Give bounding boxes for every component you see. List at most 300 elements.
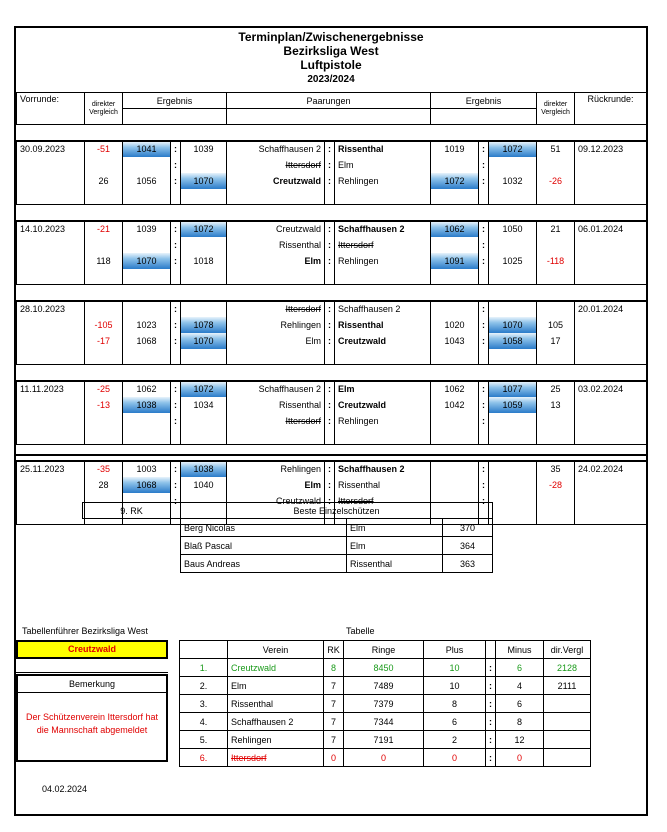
direct-compare-right xyxy=(537,237,575,253)
blank xyxy=(489,509,537,525)
shooter-club: Rissenthal xyxy=(347,555,443,573)
return-score-colon: : xyxy=(479,221,489,237)
leader-team: Creutzwald xyxy=(16,640,168,659)
round-date-right: 03.02.2024 xyxy=(575,381,647,397)
score-colon: : xyxy=(171,157,181,173)
score-home: 1023 xyxy=(123,317,171,333)
standings-header-plus: Plus xyxy=(424,641,486,659)
score-away: 1038 xyxy=(181,461,227,477)
blank xyxy=(537,189,575,205)
date-blank xyxy=(575,509,647,525)
direct-compare-left: -105 xyxy=(85,317,123,333)
date-blank xyxy=(575,189,647,205)
match-row xyxy=(17,189,647,205)
match-row xyxy=(17,301,647,317)
return-score-colon: : xyxy=(479,317,489,333)
blank xyxy=(181,189,227,205)
score-home xyxy=(123,237,171,253)
pair-colon: : xyxy=(325,397,335,413)
score-colon: : xyxy=(171,333,181,349)
blank xyxy=(431,189,479,205)
standings-header-verein: Verein xyxy=(228,641,324,659)
match-row xyxy=(17,221,647,237)
round-date-left: 14.10.2023 xyxy=(17,221,85,237)
team-home: Creutzwald xyxy=(227,173,325,189)
return-score-home xyxy=(431,157,479,173)
direct-compare-left: -35 xyxy=(85,461,123,477)
score-home: 1038 xyxy=(123,397,171,413)
direct-compare-left: -51 xyxy=(85,141,123,157)
doc-title: Terminplan/Zwischenergebnisse xyxy=(238,30,424,44)
return-score-away: 1058 xyxy=(489,333,537,349)
best-shooters-title: Beste Einzelschützen xyxy=(181,503,493,519)
return-score-home: 1062 xyxy=(431,381,479,397)
date-blank xyxy=(575,429,647,445)
score-home xyxy=(123,157,171,173)
return-score-colon: : xyxy=(479,237,489,253)
direct-compare-right: -118 xyxy=(537,253,575,269)
shooter-blank xyxy=(83,555,181,573)
standings-header-minus: Minus xyxy=(496,641,544,659)
blank xyxy=(479,189,489,205)
score-away xyxy=(181,237,227,253)
team-away: Rissenthal xyxy=(335,141,431,157)
return-score-colon: : xyxy=(479,333,489,349)
standings-ringe: 7379 xyxy=(344,695,424,713)
team-home: Ittersdorf xyxy=(227,157,325,173)
date-blank xyxy=(17,237,85,253)
best-shooters-header xyxy=(83,503,493,519)
blank xyxy=(181,349,227,365)
standings-pos: 6. xyxy=(180,749,228,767)
standings-plus: 10 xyxy=(424,677,486,695)
score-away: 1072 xyxy=(181,381,227,397)
standings-header-row xyxy=(180,641,591,659)
standings-pos: 5. xyxy=(180,731,228,749)
blank xyxy=(171,269,181,285)
match-row xyxy=(17,397,647,413)
standings-dir xyxy=(544,749,591,767)
return-score-away: 1070 xyxy=(489,317,537,333)
direct-compare-right: 35 xyxy=(537,461,575,477)
date-blank xyxy=(17,413,85,429)
direct-compare-left: 26 xyxy=(85,173,123,189)
date-blank xyxy=(575,493,647,509)
direct-compare-left: -13 xyxy=(85,397,123,413)
col-vorrunde: Vorrunde: xyxy=(17,93,85,125)
team-home: Schaffhausen 2 xyxy=(227,141,325,157)
round-date-left: 11.11.2023 xyxy=(17,381,85,397)
blank xyxy=(181,269,227,285)
best-shooters-table xyxy=(82,502,493,573)
pair-colon: : xyxy=(325,381,335,397)
match-row xyxy=(17,237,647,253)
team-home: Creutzwald xyxy=(227,493,325,509)
spacer-cell xyxy=(17,285,647,301)
blank xyxy=(431,429,479,445)
direct-compare-left: 118 xyxy=(85,253,123,269)
blank xyxy=(325,429,335,445)
return-score-colon: : xyxy=(479,173,489,189)
standings-ringe: 7191 xyxy=(344,731,424,749)
pair-colon: : xyxy=(325,221,335,237)
score-away: 1078 xyxy=(181,317,227,333)
standings-header-pos xyxy=(180,641,228,659)
pair-colon: : xyxy=(325,477,335,493)
shooter-score: 370 xyxy=(443,519,493,537)
return-score-away xyxy=(489,493,537,509)
blank xyxy=(479,429,489,445)
blank xyxy=(123,189,171,205)
date-blank xyxy=(17,477,85,493)
pair-colon: : xyxy=(325,301,335,317)
remark-text: Der Schützenverein Ittersdorf hat die Mannschaft abgemeldet xyxy=(25,712,159,735)
blank xyxy=(123,269,171,285)
return-score-home: 1019 xyxy=(431,141,479,157)
score-home: 1070 xyxy=(123,253,171,269)
blank xyxy=(537,509,575,525)
blank xyxy=(181,429,227,445)
blank xyxy=(123,429,171,445)
team-home: Rehlingen xyxy=(227,461,325,477)
direct-compare-right: 51 xyxy=(537,141,575,157)
score-home xyxy=(123,413,171,429)
team-home: Rissenthal xyxy=(227,237,325,253)
standings-minus: 12 xyxy=(496,731,544,749)
standings-ringe: 8450 xyxy=(344,659,424,677)
return-score-home: 1091 xyxy=(431,253,479,269)
round-date-right: 20.01.2024 xyxy=(575,301,647,317)
score-home: 1068 xyxy=(123,477,171,493)
blank xyxy=(85,349,123,365)
standings-rk: 0 xyxy=(324,749,344,767)
score-home: 1003 xyxy=(123,461,171,477)
direct-compare-left xyxy=(85,237,123,253)
team-away: Elm xyxy=(335,157,431,173)
shooter-row xyxy=(83,555,493,573)
round-spacer xyxy=(17,205,647,221)
return-score-away: 1032 xyxy=(489,173,537,189)
date-blank xyxy=(17,157,85,173)
standings-team: Creutzwald xyxy=(228,659,324,677)
footer-date: 04.02.2024 xyxy=(42,784,88,794)
remark-box xyxy=(16,674,168,762)
date-blank xyxy=(17,269,85,285)
score-away: 1039 xyxy=(181,141,227,157)
spacer-cell xyxy=(17,125,647,141)
team-away: Rehlingen xyxy=(335,413,431,429)
pair-colon: : xyxy=(325,253,335,269)
score-home xyxy=(123,301,171,317)
direct-compare-right: 13 xyxy=(537,397,575,413)
standings-rk: 7 xyxy=(324,713,344,731)
return-score-colon: : xyxy=(479,461,489,477)
score-colon: : xyxy=(171,253,181,269)
match-row xyxy=(17,461,647,477)
shooter-blank xyxy=(83,537,181,555)
col-ergebnis-left: Ergebnis xyxy=(123,93,227,109)
return-score-home xyxy=(431,413,479,429)
score-colon: : xyxy=(171,237,181,253)
spacer-cell xyxy=(17,445,647,461)
date-blank xyxy=(575,253,647,269)
direct-compare-left: -21 xyxy=(85,221,123,237)
direct-compare-right xyxy=(537,301,575,317)
standings-row xyxy=(180,713,591,731)
direct-compare-right: 25 xyxy=(537,381,575,397)
date-blank xyxy=(575,237,647,253)
team-away: Rissenthal xyxy=(335,477,431,493)
blank xyxy=(227,349,325,365)
direct-compare-left: -25 xyxy=(85,381,123,397)
blank xyxy=(325,189,335,205)
match-row xyxy=(17,253,647,269)
doc-season: 2023/2024 xyxy=(307,74,355,85)
match-row xyxy=(17,477,647,493)
standings-table xyxy=(179,640,591,767)
leader-spacer xyxy=(16,659,168,673)
standings-team: Rehlingen xyxy=(228,731,324,749)
return-score-colon: : xyxy=(479,301,489,317)
date-blank xyxy=(575,333,647,349)
score-home: 1039 xyxy=(123,221,171,237)
return-score-away xyxy=(489,461,537,477)
blank xyxy=(335,189,431,205)
document-frame xyxy=(14,26,648,816)
rk-label: 9. RK xyxy=(83,503,181,519)
standings-header-sep xyxy=(486,641,496,659)
score-home: 1041 xyxy=(123,141,171,157)
col-direkter-right xyxy=(537,93,575,125)
standings-row xyxy=(180,659,591,677)
match-row xyxy=(17,141,647,157)
return-score-away xyxy=(489,237,537,253)
standings-team: Rissenthal xyxy=(228,695,324,713)
direct-compare-right: 21 xyxy=(537,221,575,237)
return-score-colon: : xyxy=(479,253,489,269)
blank xyxy=(325,349,335,365)
blank xyxy=(537,349,575,365)
standings-rk: 7 xyxy=(324,731,344,749)
direct-compare-right: -26 xyxy=(537,173,575,189)
blank xyxy=(171,429,181,445)
return-score-home: 1020 xyxy=(431,317,479,333)
standings-dir: 2128 xyxy=(544,659,591,677)
score-colon: : xyxy=(171,413,181,429)
return-score-colon: : xyxy=(479,157,489,173)
return-score-home: 1043 xyxy=(431,333,479,349)
return-score-colon: : xyxy=(479,397,489,413)
return-score-away xyxy=(489,413,537,429)
return-score-home xyxy=(431,237,479,253)
col-direkter-left-l1: direkter xyxy=(91,100,116,108)
return-score-colon: : xyxy=(479,477,489,493)
match-row xyxy=(17,381,647,397)
round-date-right: 09.12.2023 xyxy=(575,141,647,157)
date-blank xyxy=(575,413,647,429)
team-away: Creutzwald xyxy=(335,333,431,349)
shooter-score: 364 xyxy=(443,537,493,555)
shooter-name: Blaß Pascal xyxy=(181,537,347,555)
date-blank xyxy=(17,253,85,269)
standings-row xyxy=(180,749,591,767)
doc-league: Bezirksliga West xyxy=(283,44,379,58)
standings-team: Ittersdorf xyxy=(228,749,324,767)
direct-compare-right xyxy=(537,493,575,509)
return-score-home: 1072 xyxy=(431,173,479,189)
standings-sep: : xyxy=(486,749,496,767)
match-row xyxy=(17,333,647,349)
standings-row xyxy=(180,731,591,749)
standings-dir xyxy=(544,695,591,713)
col-paarungen: Paarungen xyxy=(227,93,431,109)
col-direkter-left-l2: Vergleich xyxy=(89,108,118,116)
return-score-home xyxy=(431,477,479,493)
score-away xyxy=(181,157,227,173)
team-away: Schaffhausen 2 xyxy=(335,301,431,317)
pair-colon: : xyxy=(325,461,335,477)
col-direkter-right-l2: Vergleich xyxy=(541,108,570,116)
blank xyxy=(431,269,479,285)
date-blank xyxy=(575,349,647,365)
col-ergebnis-right: Ergebnis xyxy=(431,93,537,109)
score-away: 1018 xyxy=(181,253,227,269)
score-colon: : xyxy=(171,461,181,477)
blank xyxy=(431,349,479,365)
standings-pos: 3. xyxy=(180,695,228,713)
standings-ringe: 0 xyxy=(344,749,424,767)
blank xyxy=(479,349,489,365)
standings-ringe: 7489 xyxy=(344,677,424,695)
standings-row xyxy=(180,695,591,713)
match-row xyxy=(17,349,647,365)
date-blank xyxy=(17,173,85,189)
team-home: Ittersdorf xyxy=(227,413,325,429)
col-direkter-left xyxy=(85,93,123,125)
round-spacer xyxy=(17,285,647,301)
pair-colon: : xyxy=(325,237,335,253)
blank xyxy=(335,429,431,445)
standings-plus: 8 xyxy=(424,695,486,713)
standings-dir xyxy=(544,731,591,749)
round-date-left: 30.09.2023 xyxy=(17,141,85,157)
return-score-away xyxy=(489,477,537,493)
round-date-left: 25.11.2023 xyxy=(17,461,85,477)
score-colon: : xyxy=(171,317,181,333)
team-home: Rehlingen xyxy=(227,317,325,333)
blank xyxy=(85,429,123,445)
team-away: Schaffhausen 2 xyxy=(335,461,431,477)
team-away: Schaffhausen 2 xyxy=(335,221,431,237)
date-blank xyxy=(575,477,647,493)
standings-minus: 8 xyxy=(496,713,544,731)
standings-pos: 1. xyxy=(180,659,228,677)
return-score-home: 1042 xyxy=(431,397,479,413)
direct-compare-left xyxy=(85,157,123,173)
date-blank xyxy=(17,397,85,413)
pair-colon: : xyxy=(325,157,335,173)
leader-label: Tabellenführer Bezirksliga West xyxy=(22,626,148,636)
blank xyxy=(537,429,575,445)
col-direkter-right-l1: direkter xyxy=(543,100,568,108)
team-home: Elm xyxy=(227,477,325,493)
score-away xyxy=(181,413,227,429)
standings-header-rk: RK xyxy=(324,641,344,659)
blank xyxy=(171,349,181,365)
score-colon: : xyxy=(171,173,181,189)
standings-team: Elm xyxy=(228,677,324,695)
score-home: 1068 xyxy=(123,333,171,349)
return-score-colon: : xyxy=(479,141,489,157)
standings-minus: 6 xyxy=(496,695,544,713)
blank xyxy=(335,269,431,285)
date-blank xyxy=(575,397,647,413)
team-home: Elm xyxy=(227,253,325,269)
team-home: Elm xyxy=(227,333,325,349)
blank xyxy=(171,189,181,205)
standings-rk: 7 xyxy=(324,677,344,695)
standings-sep: : xyxy=(486,659,496,677)
shooter-row xyxy=(83,537,493,555)
standings-plus: 2 xyxy=(424,731,486,749)
score-away xyxy=(181,301,227,317)
pair-colon: : xyxy=(325,493,335,509)
return-score-away xyxy=(489,301,537,317)
match-row xyxy=(17,269,647,285)
direct-compare-left xyxy=(85,413,123,429)
shooter-club: Elm xyxy=(347,519,443,537)
date-blank xyxy=(17,429,85,445)
return-score-home xyxy=(431,301,479,317)
team-home: Schaffhausen 2 xyxy=(227,381,325,397)
standings-header-dir: dir.Vergl xyxy=(544,641,591,659)
return-score-away: 1077 xyxy=(489,381,537,397)
standings-ringe: 7344 xyxy=(344,713,424,731)
header-blank xyxy=(227,109,431,125)
direct-compare-right: 17 xyxy=(537,333,575,349)
header-blank xyxy=(123,109,227,125)
return-score-home xyxy=(431,461,479,477)
standings-sep: : xyxy=(486,695,496,713)
shooter-name: Baus Andreas xyxy=(181,555,347,573)
match-row xyxy=(17,157,647,173)
round-spacer xyxy=(17,445,647,461)
shooter-club: Elm xyxy=(347,537,443,555)
standings-minus: 6 xyxy=(496,659,544,677)
standings-title: Tabelle xyxy=(346,626,375,636)
score-away: 1034 xyxy=(181,397,227,413)
blank xyxy=(227,189,325,205)
standings-sep: : xyxy=(486,677,496,695)
standings-sep: : xyxy=(486,713,496,731)
direct-compare-right: -28 xyxy=(537,477,575,493)
shooter-row xyxy=(83,519,493,537)
blank xyxy=(227,269,325,285)
score-colon: : xyxy=(171,381,181,397)
team-away: Rissenthal xyxy=(335,317,431,333)
blank xyxy=(489,349,537,365)
return-score-colon: : xyxy=(479,381,489,397)
match-row xyxy=(17,429,647,445)
return-score-away xyxy=(489,157,537,173)
shooter-name: Berg Nicolas xyxy=(181,519,347,537)
blank xyxy=(489,189,537,205)
return-score-away: 1050 xyxy=(489,221,537,237)
blank xyxy=(537,269,575,285)
date-blank xyxy=(17,349,85,365)
team-away: Elm xyxy=(335,381,431,397)
pair-colon: : xyxy=(325,317,335,333)
